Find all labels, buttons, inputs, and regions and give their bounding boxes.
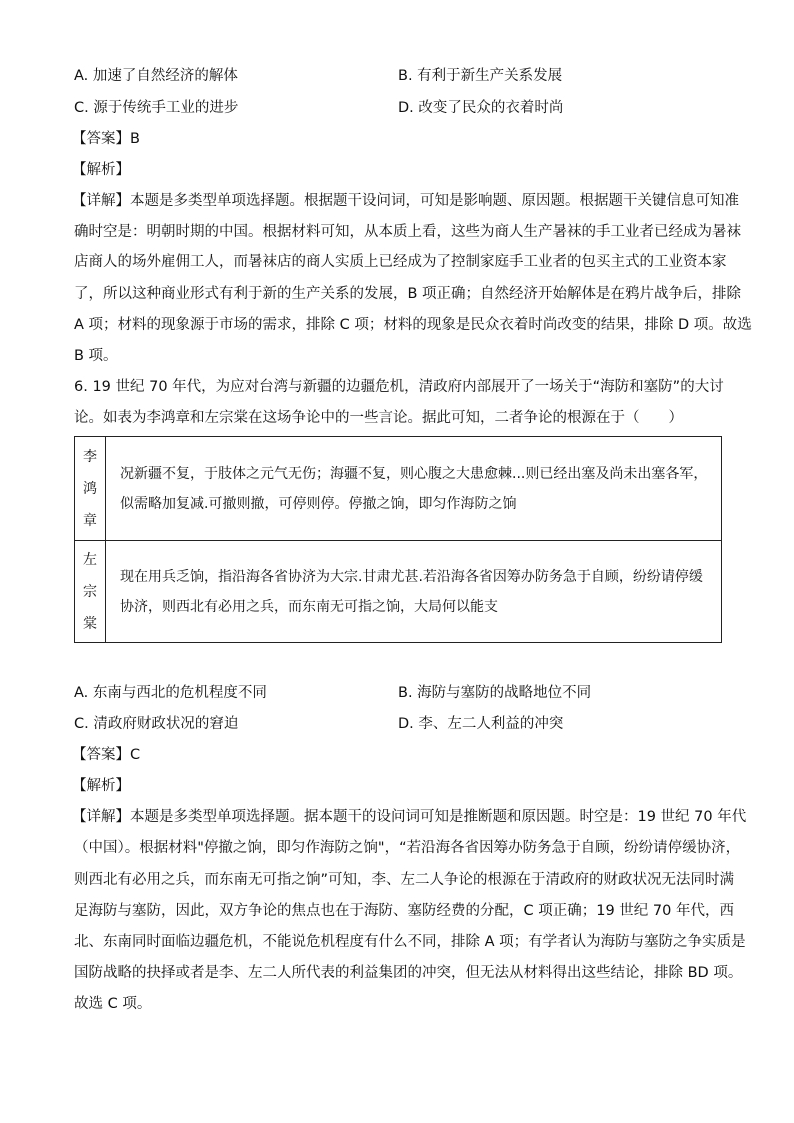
speaker-name-char: 鸿 bbox=[83, 480, 97, 497]
quote-line: 似需略加复减.可撤则撤，可停则停。停撤之饷，即匀作海防之饷 bbox=[120, 495, 517, 512]
speaker-quote-cell bbox=[106, 437, 722, 541]
q6-option-d: D. 李、左二人利益的冲突 bbox=[398, 716, 564, 732]
q5-detail-line: 店商人的场外雇佣工人，而暑袜店的商人实质上已经成为了控制家庭手工业者的包买主式的工业资本家 bbox=[74, 254, 727, 270]
q5-detail-line: 了，所以这种商业形式有利于新的生产关系的发展，B 项正确；自然经济开始解体是在鸦片战争后，排除 bbox=[74, 286, 742, 302]
q5-option-d: D. 改变了民众的衣着时尚 bbox=[398, 100, 564, 116]
q6-quote-table bbox=[74, 436, 722, 643]
q5-option-a: A. 加速了自然经济的解体 bbox=[74, 68, 238, 84]
quote-line: 况新疆不复，于肢体之元气无伤；海疆不复，则心腹之大患愈棘...则已经出塞及尚未出塞各军， bbox=[120, 465, 708, 482]
q5-analysis-label: 【解析】 bbox=[72, 162, 130, 178]
table-row bbox=[75, 541, 722, 643]
speaker-name-char: 棠 bbox=[83, 615, 97, 632]
speaker-name-cell bbox=[75, 541, 106, 643]
quote-line: 现在用兵乏饷，指沿海各省协济为大宗.甘肃尤甚.若沿海各省因筹办防务急于自顾，纷纷请停缓 bbox=[120, 568, 703, 585]
q5-answer: 【答案】B bbox=[72, 131, 140, 147]
q5-detail-line: 确时空是：明朝时期的中国。根据材料可知，从本质上看，这些为商人生产暑袜的手工业者已经成为暑袜 bbox=[74, 224, 741, 240]
q5-option-b: B. 有利于新生产关系发展 bbox=[398, 68, 563, 84]
speaker-name-char: 左 bbox=[83, 551, 97, 568]
q5-detail-line: B 项。 bbox=[74, 348, 118, 364]
q6-stem-line: 6. 19 世纪 70 年代，为应对台湾与新疆的边疆危机，清政府内部展开了一场关于“海防和塞防”的大讨 bbox=[74, 379, 724, 395]
q6-detail-line: 北、东南同时面临边疆危机，不能说危机程度有什么不同，排除 A 项；有学者认为海防与塞防之争实质是 bbox=[74, 934, 746, 950]
q6-detail-line: 故选 C 项。 bbox=[74, 996, 152, 1012]
speaker-name-char: 宗 bbox=[83, 583, 97, 600]
speaker-name-cell bbox=[75, 437, 106, 541]
q6-stem-line: 论。如表为李鸿章和左宗棠在这场争论中的一些言论。据此可知，二者争论的根源在于（ ） bbox=[74, 410, 683, 426]
q6-option-a: A. 东南与西北的危机程度不同 bbox=[74, 685, 267, 701]
q5-option-c: C. 源于传统手工业的进步 bbox=[74, 100, 239, 116]
table-row bbox=[75, 437, 722, 541]
q6-detail-line: 足海防与塞防，因此，双方争论的焦点也在于海防、塞防经费的分配，C 项正确；19 世纪 70 年代，西 bbox=[74, 903, 734, 919]
quote-line: 协济，则西北有必用之兵，而东南无可指之饷，大局何以能支 bbox=[120, 598, 498, 615]
q6-detail-line: 则西北有必用之兵，而东南无可指之饷”可知，李、左二人争论的根源在于清政府的财政状况无法同时满 bbox=[74, 872, 735, 888]
q6-detail-line: 国防战略的抉择或者是李、左二人所代表的利益集团的冲突，但无法从材料得出这些结论，排除 BD 项。 bbox=[74, 965, 743, 981]
speaker-quote-cell bbox=[106, 541, 722, 643]
q6-answer: 【答案】C bbox=[72, 747, 141, 763]
q6-analysis-label: 【解析】 bbox=[72, 778, 130, 794]
q6-option-b: B. 海防与塞防的战略地位不同 bbox=[398, 685, 592, 701]
q6-option-c: C. 清政府财政状况的窘迫 bbox=[74, 716, 239, 732]
q5-detail-line: A 项；材料的现象源于市场的需求，排除 C 项；材料的现象是民众衣着时尚改变的结果，排除 D 项。故选 bbox=[74, 317, 752, 333]
q6-detail-line: 【详解】本题是多类型单项选择题。据本题干的设问词可知是推断题和原因题。时空是：19 世纪 70 年代 bbox=[72, 809, 747, 825]
q6-detail-line: （中国）。根据材料"停撤之饷，即匀作海防之饷"，“若沿海各省因筹办防务急于自顾，纷纷请停缓协济， bbox=[74, 840, 741, 856]
speaker-name-char: 李 bbox=[83, 448, 97, 465]
q5-detail-line: 【详解】本题是多类型单项选择题。根据题干设问词，可知是影响题、原因题。根据题干关键信息可知准 bbox=[72, 193, 739, 209]
speaker-name-char: 章 bbox=[83, 512, 97, 529]
